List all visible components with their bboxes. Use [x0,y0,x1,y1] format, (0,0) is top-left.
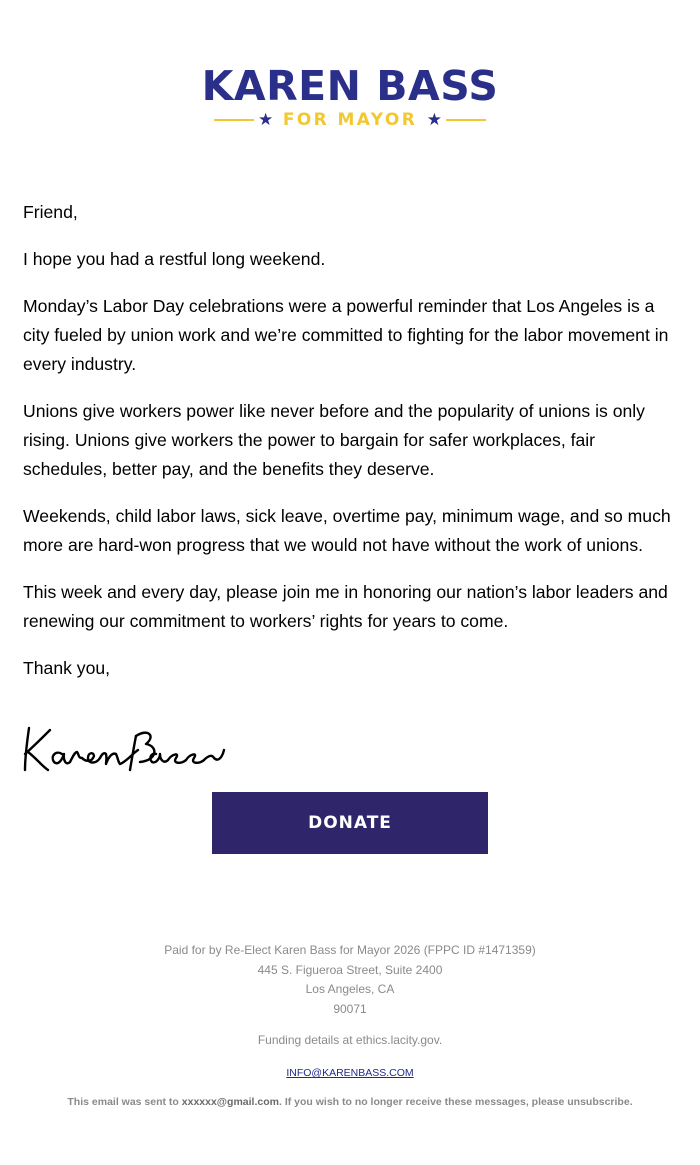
unsubscribe-suffix[interactable]: . If you wish to no longer receive these messages, please unsubscribe. [278,1096,633,1108]
paid-for-disclaimer: Paid for by Re-Elect Karen Bass for Mayor 2026 (FPPC ID #1471359) [164,943,536,957]
logo-subtitle: FOR MAYOR [282,110,418,130]
donate-button[interactable]: DONATE [212,792,488,854]
signature [22,724,227,776]
recipient-email: xxxxxx@gmail.com [181,1096,279,1108]
email-body [23,198,677,701]
funding-details: Funding details at ethics.lacity.gov. [257,1033,443,1047]
unsubscribe-notice [0,1094,700,1110]
logo-rule-right [446,119,486,121]
campaign-logo [0,0,700,140]
zip-code: 90071 [333,1001,367,1016]
logo-rule-left [214,119,254,121]
logo-subtitle-row [214,109,486,131]
unsubscribe-prefix: This email was sent to [67,1096,182,1108]
paragraph: Monday’s Labor Day celebrations were a powerful reminder that Los Angeles is a city fueled by union work and we’re committed to fighting for the labor movement in every industry. [23,296,669,374]
paragraph: Unions give workers power like never before and the popularity of unions is only rising. Unions give workers the power to bargain for safer workplaces, fair schedules, better pay, and the benefits they deserve. [23,401,645,479]
greeting: Friend, [23,202,78,222]
logo-title: KAREN BASS [201,62,499,110]
paragraph: Weekends, child labor laws, sick leave, overtime pay, minimum wage, and so much more are hard-won progress that we would not have without the work of unions. [23,506,671,555]
paragraph: This week and every day, please join me in honoring our nation’s labor leaders and renewing our commitment to workers’ rights for years to come. [23,582,668,631]
contact-email-link[interactable]: INFO@KARENBASS.COM [286,1067,414,1079]
street-address: 445 S. Figueroa Street, Suite 2400 [257,962,443,977]
footer-address [0,941,700,1019]
closing: Thank you, [23,658,111,678]
star-icon: ★ [258,110,274,129]
city-state: Los Angeles, CA [305,982,395,996]
star-icon: ★ [426,110,442,129]
contact-email-row [0,1064,700,1081]
paragraph: I hope you had a restful long weekend. [23,249,326,269]
